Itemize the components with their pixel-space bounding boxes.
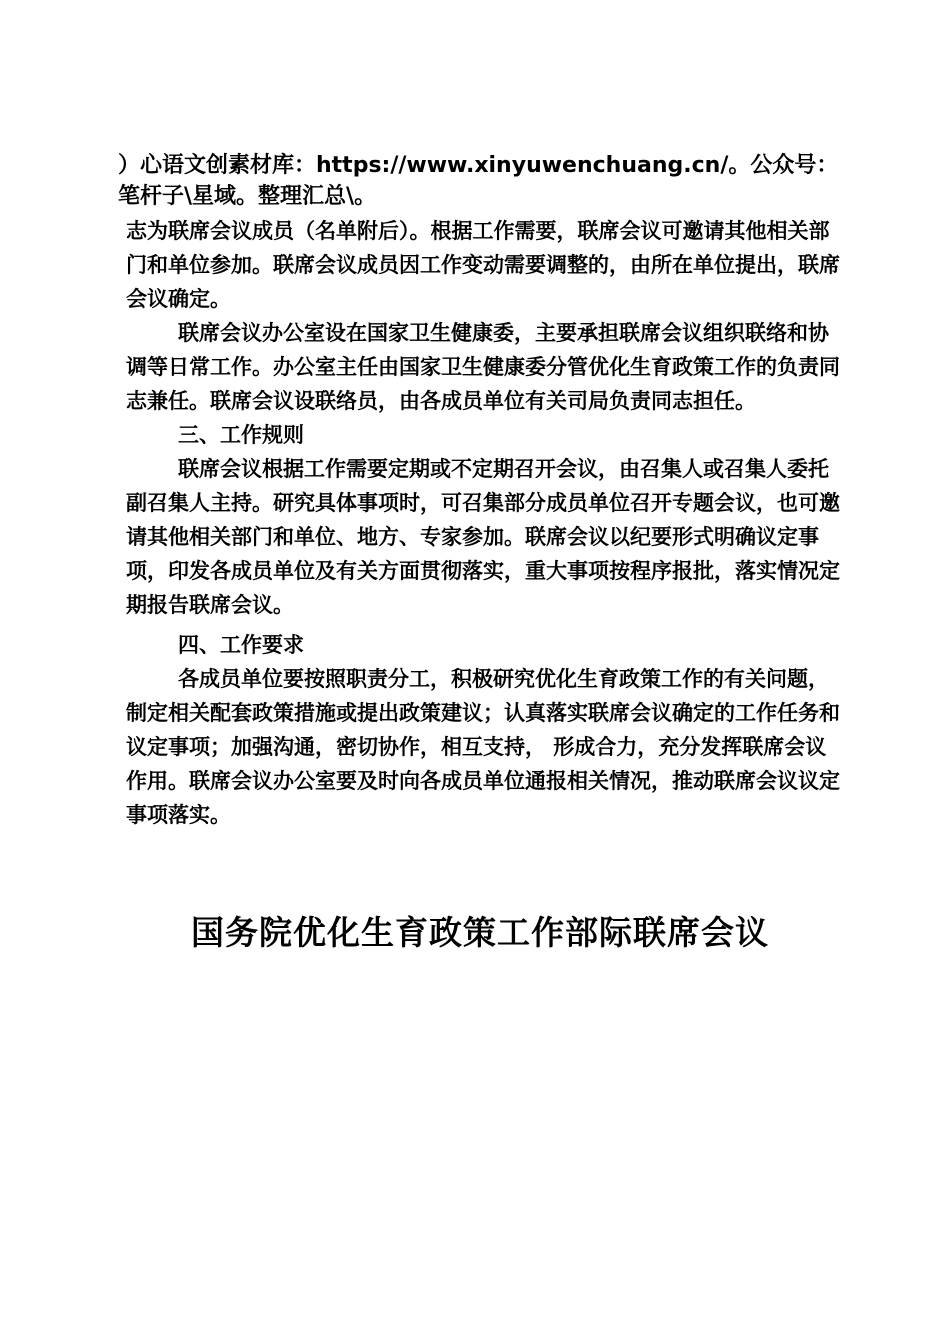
paragraph-work-requirements: 各成员单位要按照职责分工，积极研究优化生育政策工作的有关问题，制定相关配套政策措施或提出政策建议；认真落实联席会议确定的工作任务和议定事项；加强沟通，密切协作，相互支持， 形成合力，充分发挥联席会议作用。联席会议办公室要及时向各成员单位通报相关情况，推动联席会议议定事项落实。 bbox=[126, 667, 840, 827]
source-note: ）心语文创素材库：https://www.xinyuwenchuang.cn/。公众号：笔杆子\星域。整理汇总\。 bbox=[118, 153, 839, 209]
document-body bbox=[126, 214, 846, 832]
paragraph-office: 联席会议办公室设在国家卫生健康委，主要承担联席会议组织联络和协调等日常工作。办公室主任由国家卫生健康委分管优化生育政策工作的负责同志兼任。联席会议设联络员，由各成员单位有关司局负责同志担任。 bbox=[126, 321, 840, 413]
section-heading-work-requirements: 四、工作要求 bbox=[178, 633, 304, 657]
paragraph-work-rules: 联席会议根据工作需要定期或不定期召开会议，由召集人或召集人委托副召集人主持。研究具体事项时，可召集部分成员单位召开专题会议，也可邀请其他相关部门和单位、地方、专家参加。联席会议以纪要形式明确议定事项，印发各成员单位及有关方面贯彻落实，重大事项按程序报批，落实情况定期报告联席会议。 bbox=[126, 457, 840, 617]
section-heading-work-rules: 三、工作规则 bbox=[178, 423, 304, 447]
paragraph-members: 志为联席会议成员（名单附后）。根据工作需要，联席会议可邀请其他相关部门和单位参加。联席会议成员因工作变动需要调整的，由所在单位提出，联席会议确定。 bbox=[126, 219, 840, 311]
document-title: 国务院优化生育政策工作部际联席会议 bbox=[191, 913, 769, 952]
